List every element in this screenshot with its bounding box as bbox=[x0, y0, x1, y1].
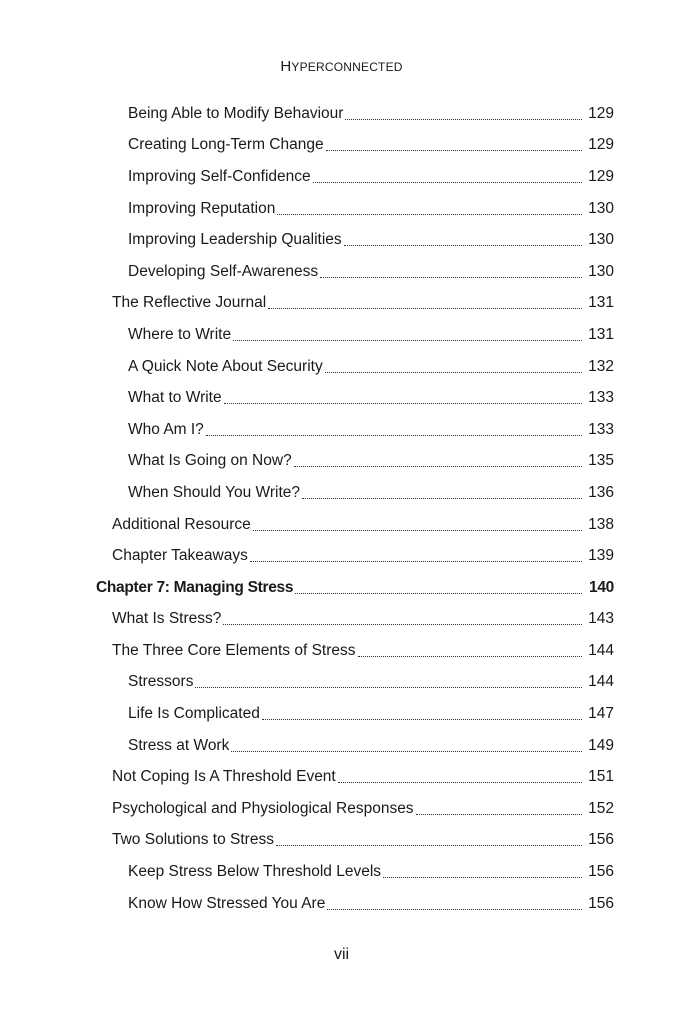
toc-entry-title: Where to Write bbox=[128, 325, 232, 343]
toc-entry[interactable] bbox=[0, 761, 683, 793]
dot-leader bbox=[326, 136, 582, 154]
toc-entry-title: A Quick Note About Security bbox=[128, 357, 323, 375]
dot-leader bbox=[338, 768, 582, 786]
toc-entry-title: Two Solutions to Stress bbox=[112, 831, 274, 849]
toc-entry-page: 144 bbox=[588, 673, 614, 691]
toc-entry-title: Developing Self-Awareness bbox=[128, 262, 319, 280]
toc-entry-title: Improving Self-Confidence bbox=[128, 167, 311, 185]
toc-entry[interactable] bbox=[0, 446, 683, 478]
toc-entry[interactable] bbox=[0, 509, 683, 541]
dot-leader bbox=[262, 705, 582, 723]
toc-entry-title: When Should You Write? bbox=[128, 483, 301, 501]
toc-entry[interactable] bbox=[0, 856, 683, 888]
toc-entry-page: 129 bbox=[588, 104, 614, 122]
toc-entry-page: 143 bbox=[588, 610, 614, 628]
dot-leader bbox=[250, 547, 582, 565]
toc-entry[interactable] bbox=[0, 382, 683, 414]
toc-entry-page: 136 bbox=[588, 483, 614, 501]
dot-leader bbox=[231, 737, 582, 755]
toc-chapter-entry[interactable] bbox=[0, 572, 683, 604]
toc-entry-title: Chapter 7: Managing Stress bbox=[96, 578, 294, 596]
toc-entry-title: Improving Reputation bbox=[128, 199, 276, 217]
toc-entry-title: Psychological and Physiological Responses bbox=[112, 799, 414, 817]
toc-entry-title: What Is Going on Now? bbox=[128, 452, 292, 470]
dot-leader bbox=[195, 673, 582, 691]
toc-entry-page: 140 bbox=[589, 578, 614, 596]
dot-leader bbox=[344, 231, 582, 249]
toc-entry-title: Not Coping Is A Threshold Event bbox=[112, 768, 336, 786]
dot-leader bbox=[295, 579, 582, 597]
dot-leader bbox=[327, 895, 582, 913]
toc-entry[interactable] bbox=[0, 730, 683, 762]
dot-leader bbox=[276, 831, 582, 849]
running-header-initial: H bbox=[280, 58, 292, 75]
dot-leader bbox=[224, 389, 582, 407]
toc-entry-page: 131 bbox=[588, 325, 614, 343]
toc-entry-page: 149 bbox=[588, 736, 614, 754]
running-header bbox=[0, 58, 683, 75]
toc-entry-page: 139 bbox=[588, 547, 614, 565]
toc-entry-title: Additional Resource bbox=[112, 515, 251, 533]
dot-leader bbox=[416, 800, 582, 818]
dot-leader bbox=[223, 610, 582, 628]
toc-entry[interactable] bbox=[0, 793, 683, 825]
dot-leader bbox=[277, 200, 582, 218]
dot-leader bbox=[345, 105, 582, 123]
toc-entry-title: Know How Stressed You Are bbox=[128, 894, 326, 912]
toc-entry-title: Creating Long-Term Change bbox=[128, 136, 324, 154]
toc-entry[interactable] bbox=[0, 604, 683, 636]
dot-leader bbox=[268, 294, 582, 312]
toc-entry[interactable] bbox=[0, 635, 683, 667]
toc-entry-title: Stressors bbox=[128, 673, 194, 691]
toc-entry-page: 144 bbox=[588, 641, 614, 659]
page-number: vii bbox=[333, 946, 350, 963]
toc-entry-title: Chapter Takeaways bbox=[112, 547, 248, 565]
running-header-rest: YPERCONNECTED bbox=[291, 60, 403, 74]
dot-leader bbox=[358, 642, 582, 660]
toc-entry-title: Life Is Complicated bbox=[128, 705, 260, 723]
toc-entry-title: The Reflective Journal bbox=[112, 294, 267, 312]
toc-entry-title: The Three Core Elements of Stress bbox=[112, 641, 356, 659]
toc-entry[interactable] bbox=[0, 98, 683, 130]
toc-entry-title: Improving Leadership Qualities bbox=[128, 231, 342, 249]
toc-entry-page: 147 bbox=[588, 705, 614, 723]
dot-leader bbox=[302, 484, 582, 502]
toc-entry[interactable] bbox=[0, 540, 683, 572]
toc-entry-title: What Is Stress? bbox=[112, 610, 222, 628]
dot-leader bbox=[325, 358, 582, 376]
dot-leader bbox=[253, 516, 582, 534]
toc-entry-title: Being Able to Modify Behaviour bbox=[128, 104, 344, 122]
dot-leader bbox=[320, 263, 582, 281]
toc-entry-page: 133 bbox=[588, 420, 614, 438]
toc-entry-page: 130 bbox=[588, 262, 614, 280]
toc-entry-page: 151 bbox=[588, 768, 614, 786]
toc-entry[interactable] bbox=[0, 667, 683, 699]
toc-entry[interactable] bbox=[0, 193, 683, 225]
toc-entry[interactable] bbox=[0, 351, 683, 383]
toc-entry[interactable] bbox=[0, 698, 683, 730]
dot-leader bbox=[313, 168, 582, 186]
toc-entry-page: 129 bbox=[588, 167, 614, 185]
toc-entry[interactable] bbox=[0, 288, 683, 320]
toc-entry[interactable] bbox=[0, 477, 683, 509]
toc-entry-page: 130 bbox=[588, 199, 614, 217]
toc-entry-page: 156 bbox=[588, 863, 614, 881]
toc-entry-page: 156 bbox=[588, 894, 614, 912]
toc-entry[interactable] bbox=[0, 825, 683, 857]
toc-entry-page: 132 bbox=[588, 357, 614, 375]
toc-entry-page: 129 bbox=[588, 136, 614, 154]
dot-leader bbox=[206, 421, 582, 439]
dot-leader bbox=[383, 863, 582, 881]
toc-entry[interactable] bbox=[0, 319, 683, 351]
toc-entry[interactable] bbox=[0, 130, 683, 162]
dot-leader bbox=[233, 326, 582, 344]
table-of-contents bbox=[0, 98, 683, 919]
toc-entry-page: 131 bbox=[588, 294, 614, 312]
toc-entry[interactable] bbox=[0, 161, 683, 193]
dot-leader bbox=[294, 452, 582, 470]
toc-entry-page: 135 bbox=[588, 452, 614, 470]
toc-entry-title: What to Write bbox=[128, 389, 222, 407]
toc-entry-page: 156 bbox=[588, 831, 614, 849]
toc-entry[interactable] bbox=[0, 256, 683, 288]
toc-entry-page: 130 bbox=[588, 231, 614, 249]
toc-entry-title: Keep Stress Below Threshold Levels bbox=[128, 863, 382, 881]
toc-entry-title: Who Am I? bbox=[128, 420, 204, 438]
toc-entry[interactable] bbox=[0, 224, 683, 256]
toc-entry-title: Stress at Work bbox=[128, 736, 230, 754]
toc-entry[interactable] bbox=[0, 888, 683, 920]
toc-entry[interactable] bbox=[0, 414, 683, 446]
toc-entry-page: 152 bbox=[588, 799, 614, 817]
toc-entry-page: 138 bbox=[588, 515, 614, 533]
toc-entry-page: 133 bbox=[588, 389, 614, 407]
